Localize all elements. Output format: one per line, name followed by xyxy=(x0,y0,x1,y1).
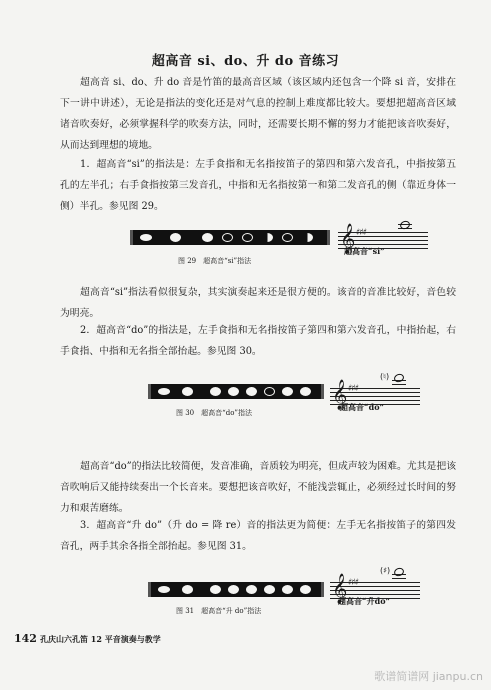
running-footer-title: 孔庆山六孔笛 12 平音演奏与教学 xyxy=(40,634,161,644)
finger-hole-1 xyxy=(300,585,311,594)
figure-caption: 图 29 超高音“si”指法 xyxy=(178,257,252,265)
key-signature: ♯♯♯ xyxy=(356,228,367,238)
flute-diagram xyxy=(130,230,330,245)
paragraph-sharp-do-fingering: 3．超高音“升 do”（升 do = 降 re）音的指法更为简便：左手无名指按笛子的第四发音孔，两手其余各指全部抬起。参见图 31。 xyxy=(60,520,456,552)
embouchure-hole xyxy=(158,388,170,395)
figure-30 xyxy=(0,372,491,426)
staff-caption: 超高音“升do” xyxy=(338,596,391,606)
flute-diagram xyxy=(148,582,324,597)
paragraph-si-fingering: 1．超高音“si”的指法是：左手食指和无名指按笛子的第四和第六发音孔，中指按第五孔的左半孔；右手食指按第三发音孔，中指和无名指按第一和第二发音孔的侧（靠近身体一侧）半孔。参见图 29。 xyxy=(60,159,456,212)
finger-hole-2 xyxy=(282,387,293,396)
finger-hole-3 xyxy=(264,387,275,396)
finger-hole-1 xyxy=(300,387,311,396)
staff-caption: 超高音“do” xyxy=(340,402,385,412)
watermark: 歌谱简谱网 jianpu.cn xyxy=(374,670,483,683)
staff-caption: 超高音“si” xyxy=(344,246,385,256)
treble-clef-icon: 𝄞 xyxy=(340,224,356,254)
note-head xyxy=(393,567,405,578)
finger-hole-3 xyxy=(262,233,273,242)
figure-31 xyxy=(0,568,491,618)
membrane-hole xyxy=(182,387,193,396)
embouchure-hole xyxy=(158,586,170,593)
finger-hole-4 xyxy=(246,387,257,396)
figure-caption: 图 31 超高音“升 do”指法 xyxy=(176,607,262,615)
treble-clef-icon: 𝄞 xyxy=(332,574,348,604)
key-signature: ♯♯♯ xyxy=(348,578,359,588)
paragraph-si-note: 超高音“si”指法看似很复杂，其实演奏起来还是很方便的。该音的音准比较好，音色较为明亮。 xyxy=(60,287,456,319)
paragraph-intro: 超高音 si、do、升 do 音是竹笛的最高音区域（该区域内还包含一个降 si 音，安排在下一讲中讲述），无论是指法的变化还是对气息的控制上难度都比较大。要想把超高音区域诸音吹奏好，必须掌握科学的吹奏方法，同时，还需要长期不懈的努力才能把该音吹奏好，从而达到理想的境地。 xyxy=(60,77,456,151)
finger-hole-5 xyxy=(222,233,233,242)
flute-diagram xyxy=(148,384,324,399)
treble-clef-icon: 𝄞 xyxy=(332,380,348,410)
key-signature: ♯♯♯ xyxy=(348,384,359,394)
membrane-hole xyxy=(170,233,181,242)
finger-hole-2 xyxy=(282,585,293,594)
finger-hole-6 xyxy=(202,233,213,242)
finger-hole-6 xyxy=(210,387,221,396)
flute-endcap xyxy=(130,230,133,245)
figure-29 xyxy=(0,224,491,274)
flute-endcap xyxy=(327,230,330,245)
accidental-mark: (♮) xyxy=(380,372,390,381)
membrane-hole xyxy=(182,585,193,594)
finger-hole-4 xyxy=(242,233,253,242)
note-head xyxy=(393,373,405,384)
finger-hole-6 xyxy=(210,585,221,594)
finger-hole-3 xyxy=(264,585,275,594)
paragraph-do-note: 超高音“do”的指法比较简便，发音准确，音质较为明亮，但成声较为困难。尤其是把该音吹响后又能持续奏出一个长音来。要想把该音吹好，不能浅尝辄止，必须经过长时间的努力和艰苦磨练。 xyxy=(60,461,456,514)
finger-hole-1 xyxy=(302,233,313,242)
figure-caption: 图 30 超高音“do”指法 xyxy=(176,409,252,417)
page-number: 142 xyxy=(14,632,37,645)
finger-hole-5 xyxy=(228,387,239,396)
page-title: 超高音 si、do、升 do 音练习 xyxy=(151,54,340,69)
accidental-mark: (♯) xyxy=(380,566,391,575)
finger-hole-2 xyxy=(282,233,293,242)
paragraph-do-fingering: 2．超高音“do”的指法是，左手食指和无名指按笛子第四和第六发音孔，中指抬起，右手食指、中指和无名指全部抬起。参见图 30。 xyxy=(60,325,456,357)
finger-hole-5 xyxy=(228,585,239,594)
embouchure-hole xyxy=(140,234,152,241)
finger-hole-4 xyxy=(246,585,257,594)
